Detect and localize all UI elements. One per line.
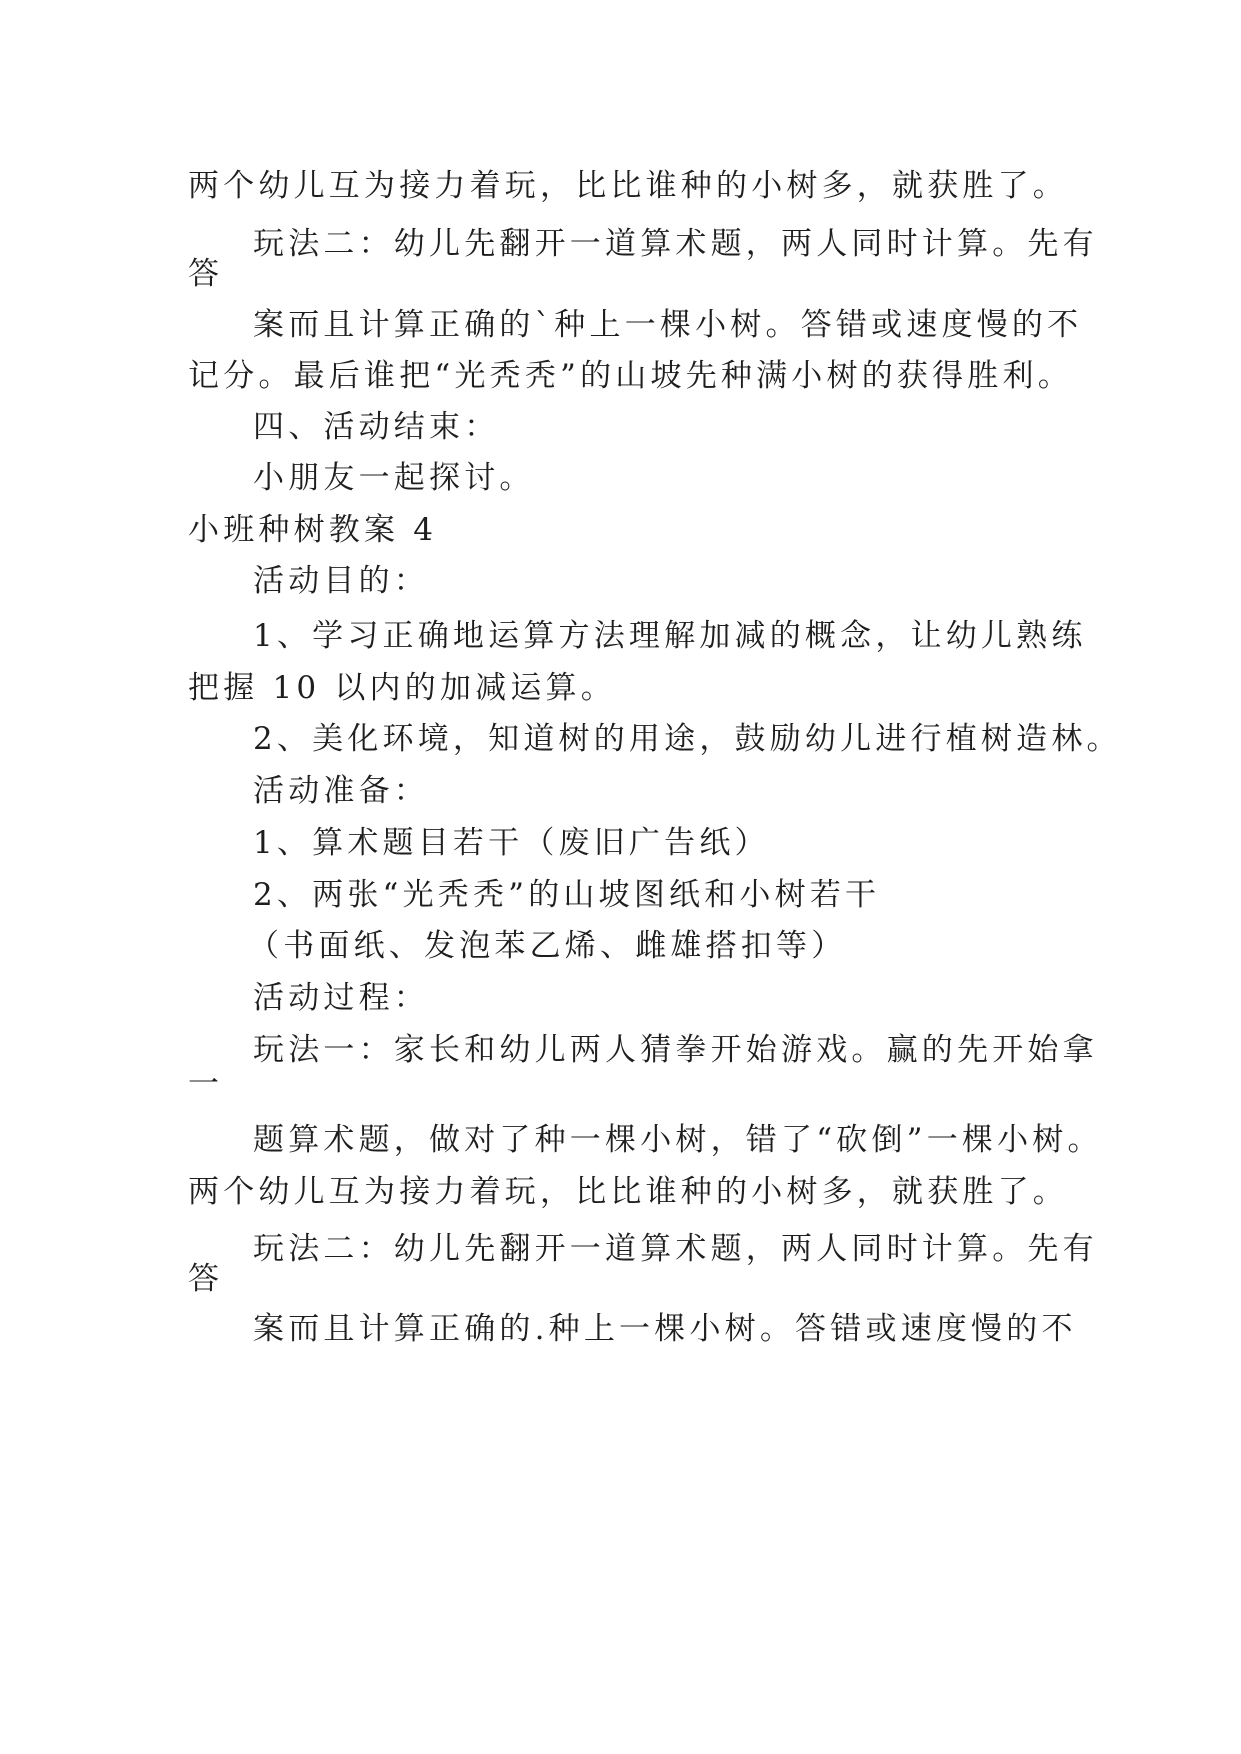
text-line: 小朋友一起探讨。 bbox=[253, 460, 535, 496]
text-line: 案而且计算正确的`种上一棵小树。答错或速度慢的不 bbox=[253, 307, 1083, 343]
text-line: 记分。最后谁把“光秃秃”的山坡先种满小树的获得胜利。 bbox=[188, 358, 1073, 394]
text-line: 活动过程： bbox=[253, 980, 429, 1016]
text-line: （书面纸、发泡苯乙烯、雌雄搭扣等） bbox=[248, 928, 847, 964]
text-line: 玩法二：幼儿先翻开一道算术题，两人同时计算。先有 bbox=[253, 1231, 1098, 1267]
text-line: 玩法一：家长和幼儿两人猜拳开始游戏。赢的先开始拿 bbox=[253, 1032, 1098, 1068]
text-line: 玩法二：幼儿先翻开一道算术题，两人同时计算。先有 bbox=[253, 226, 1098, 262]
text-line: 案而且计算正确的.种上一棵小树。答错或速度慢的不 bbox=[253, 1311, 1077, 1347]
text-line: 题算术题，做对了种一棵小树，错了“砍倒”一棵小树。 bbox=[253, 1122, 1103, 1158]
text-line: 1、算术题目若干（废旧广告纸） bbox=[253, 825, 770, 861]
text-line: 2、美化环境，知道树的用途，鼓励幼儿进行植树造林。 bbox=[253, 721, 1122, 757]
text-line: 答 bbox=[188, 256, 224, 292]
text-line: 答 bbox=[188, 1261, 224, 1297]
text-line: 活动准备： bbox=[253, 773, 429, 809]
text-line: 1、学习正确地运算方法理解加减的概念，让幼儿熟练 bbox=[253, 618, 1087, 654]
text-line: 四、活动结束： bbox=[253, 409, 500, 445]
text-line: 两个幼儿互为接力着玩，比比谁种的小树多，就获胜了。 bbox=[188, 1174, 1068, 1210]
section-heading: 小班种树教案 4 bbox=[188, 512, 438, 548]
text-line: 两个幼儿互为接力着玩，比比谁种的小树多，就获胜了。 bbox=[188, 168, 1068, 204]
text-line: 活动目的： bbox=[253, 563, 429, 599]
text-line: 一 bbox=[188, 1066, 224, 1102]
text-line: 把握 10 以内的加减运算。 bbox=[188, 670, 616, 706]
text-line: 2、两张“光秃秃”的山坡图纸和小树若干 bbox=[253, 877, 881, 913]
